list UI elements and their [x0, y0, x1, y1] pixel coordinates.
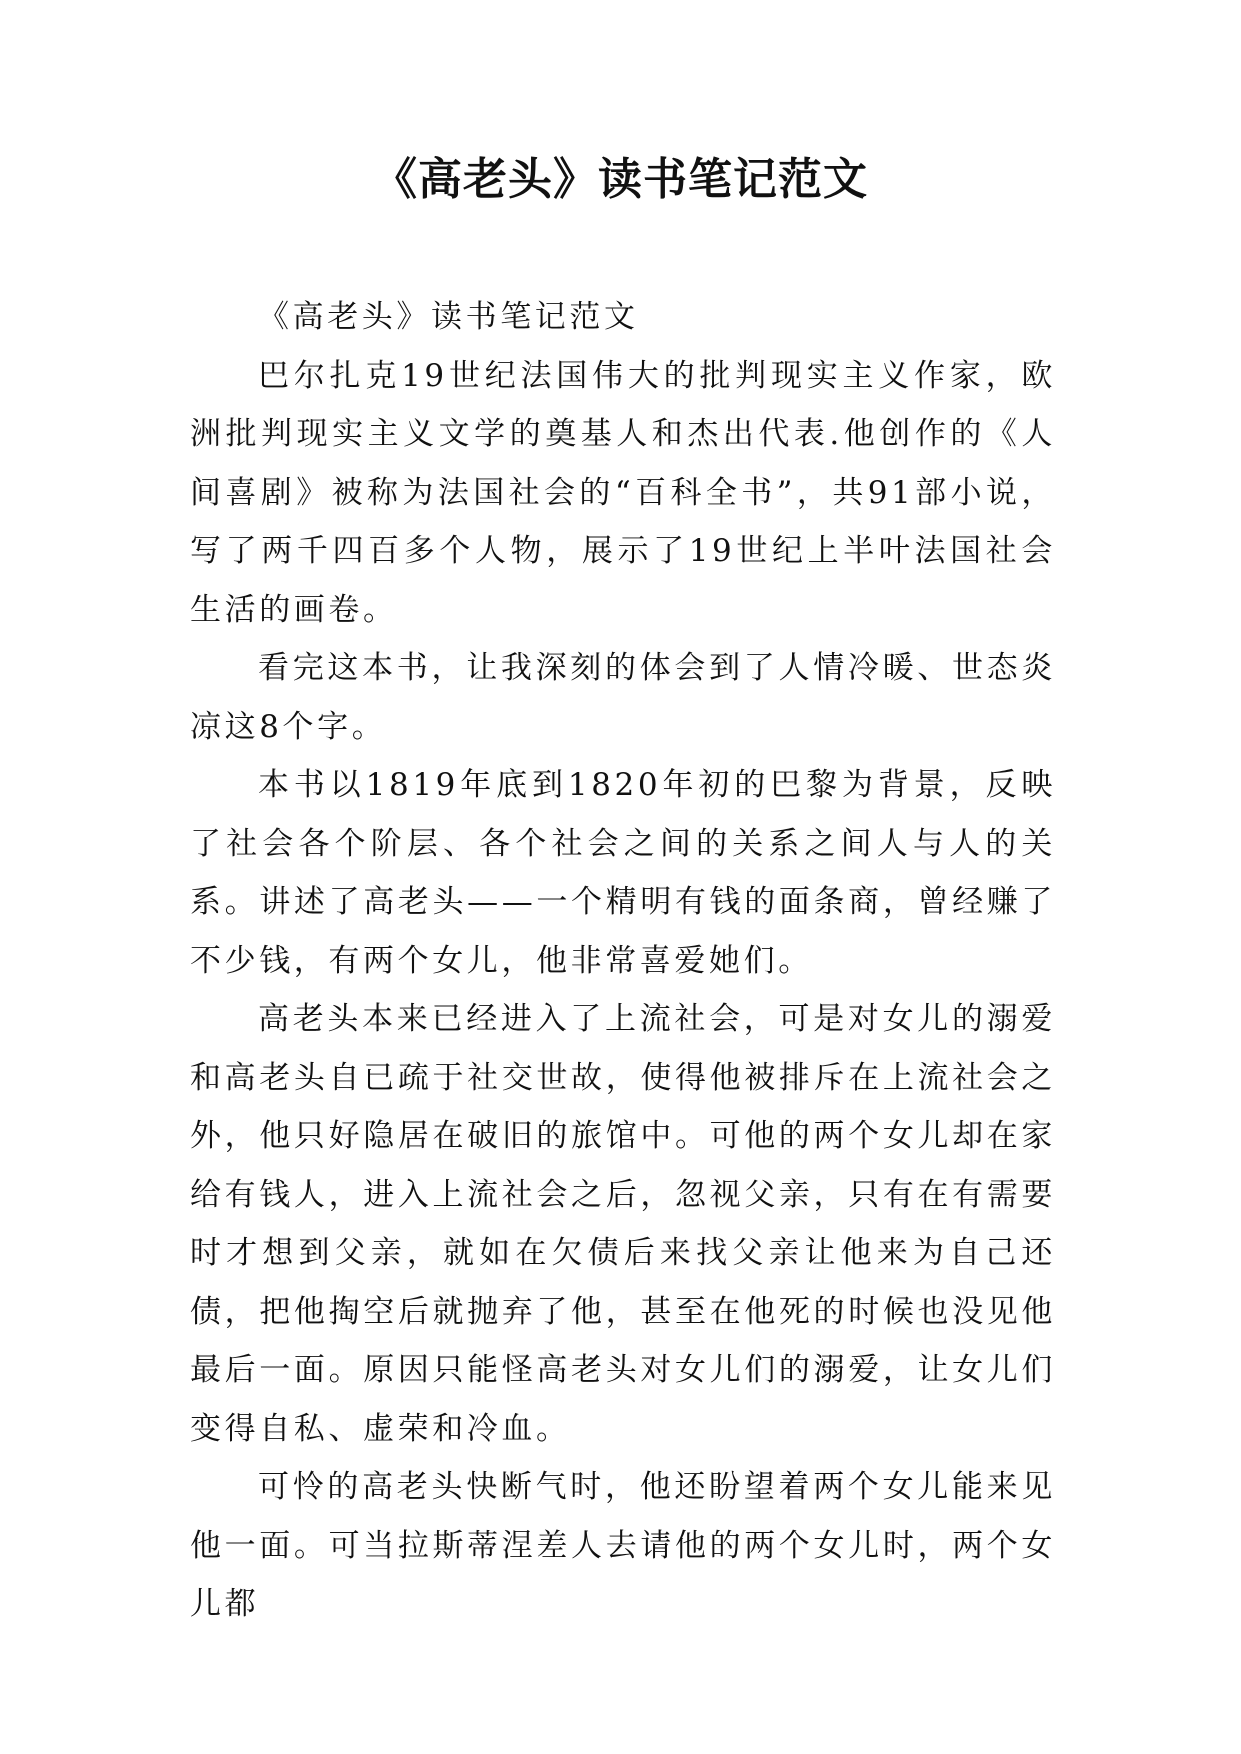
paragraph-4: 本书以1819年底到1820年初的巴黎为背景，反映了社会各个阶层、各个社会之间的关系之间人与人的关系。讲述了高老头——一个精明有钱的面条商，曾经赚了不少钱，有两个女儿，他非常喜爱她们。 [190, 767, 1056, 979]
document-title: 《高老头》读书笔记范文 [373, 154, 868, 205]
document-body [190, 288, 1056, 1634]
paragraph-6: 可怜的高老头快断气时，他还盼望着两个女儿能来见他一面。可当拉斯蒂涅差人去请他的两个女儿时，两个女儿都 [190, 1469, 1056, 1622]
paragraph-3: 看完这本书，让我深刻的体会到了人情冷暖、世态炎凉这8个字。 [190, 650, 1056, 745]
paragraph-1: 《高老头》读书笔记范文 [258, 299, 639, 335]
paragraph-2: 巴尔扎克19世纪法国伟大的批判现实主义作家，欧洲批判现实主义文学的奠基人和杰出代表.他创作的《人间喜剧》被称为法国社会的“百科全书”，共91部小说，写了两千四百多个人物，展示了19世纪上半叶法国社会生活的画卷。 [190, 357, 1056, 628]
paragraph-5: 高老头本来已经进入了上流社会，可是对女儿的溺爱和高老头自已疏于社交世故，使得他被排斥在上流社会之外，他只好隐居在破旧的旅馆中。可他的两个女儿却在家给有钱人，进入上流社会之后，忽视父亲，只有在有需要时才想到父亲，就如在欠债后来找父亲让他来为自己还债，把他掏空后就抛弃了他，甚至在他死的时候也没见他最后一面。原因只能怪高老头对女儿们的溺爱，让女儿们变得自私、虚荣和冷血。 [190, 1001, 1056, 1447]
